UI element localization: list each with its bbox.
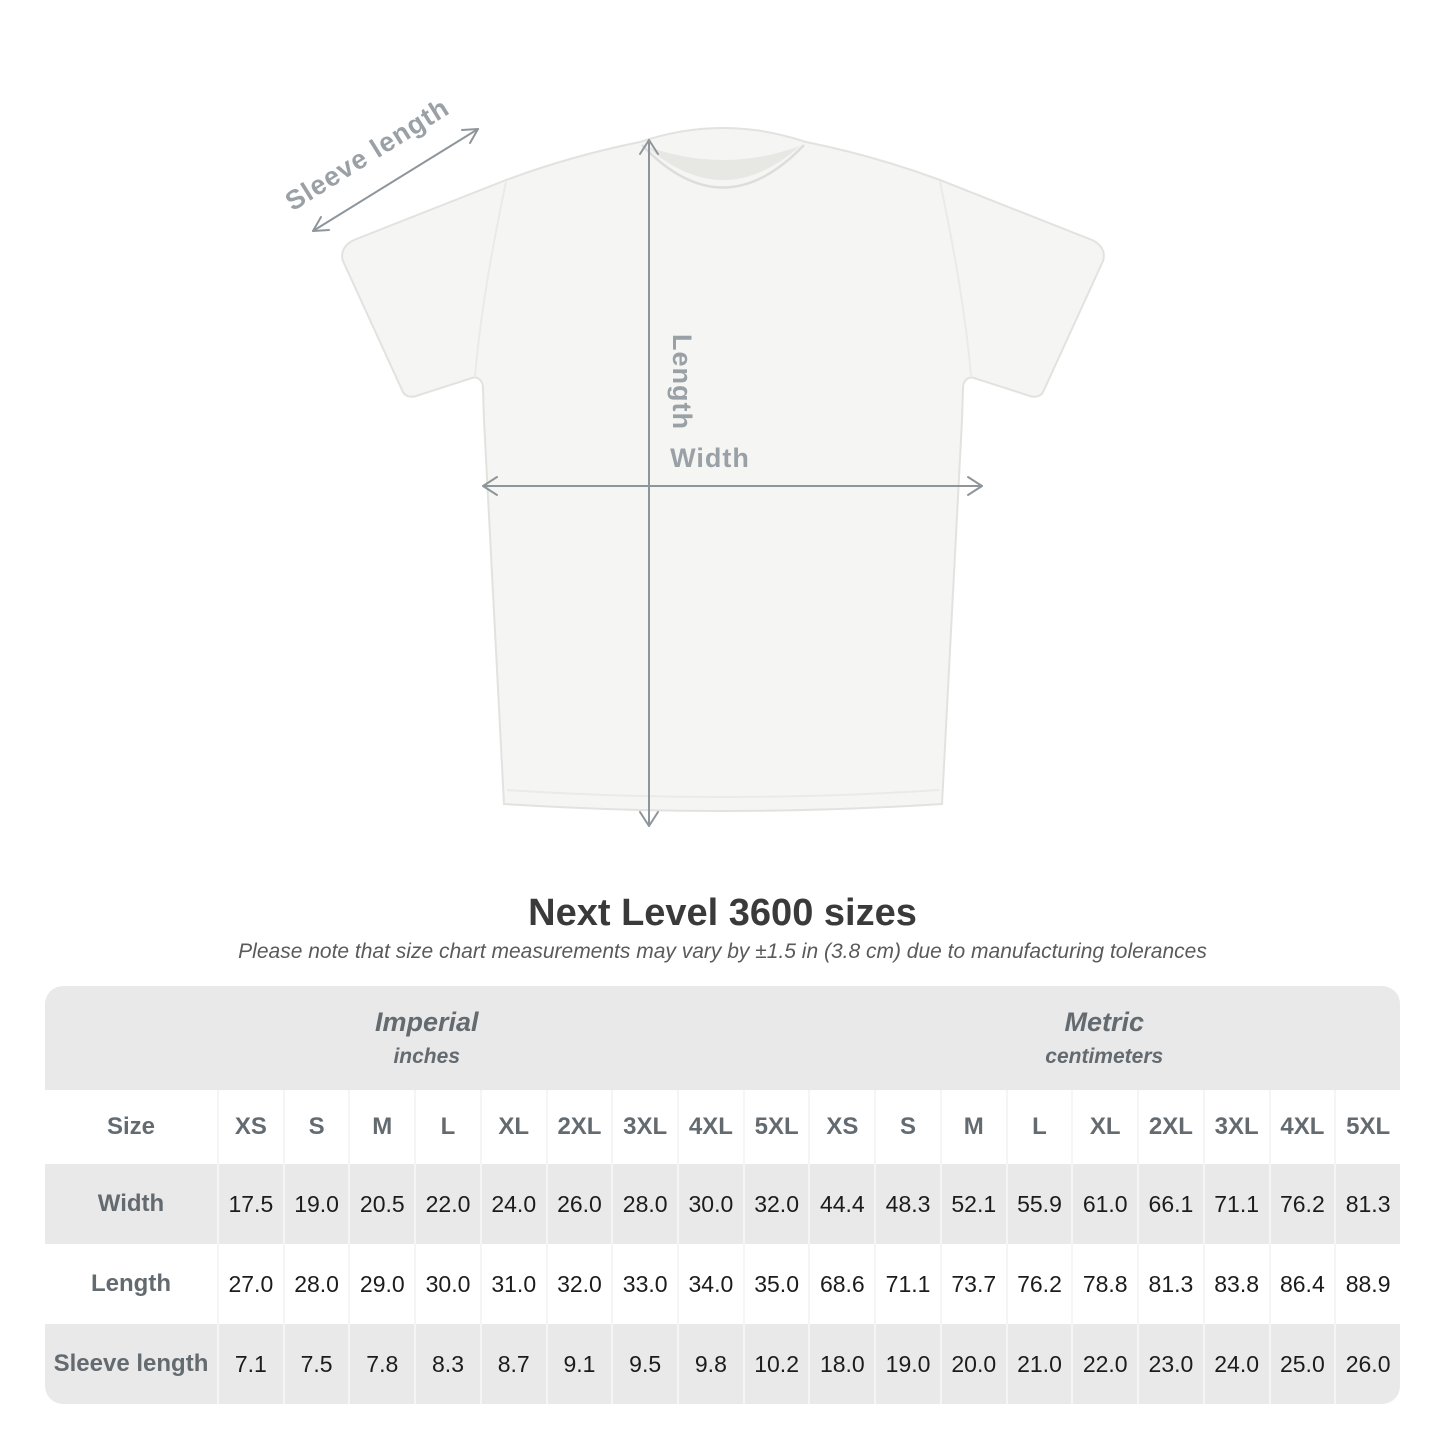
measurement-value-cell: 18.0 — [808, 1324, 874, 1404]
measurement-value-cell: 28.0 — [611, 1164, 677, 1244]
measurement-value-cell: 24.0 — [1203, 1324, 1269, 1404]
tolerance-note: Please note that size chart measurements may vary by ±1.5 in (3.8 cm) due to manufacturing tolerances — [238, 940, 1207, 963]
measurement-value-cell: 52.1 — [940, 1164, 1006, 1244]
size-column-header: S — [283, 1090, 349, 1164]
measurement-value-cell: 32.0 — [743, 1164, 809, 1244]
size-column-header: 2XL — [546, 1090, 612, 1164]
measurement-value-cell: 19.0 — [874, 1324, 940, 1404]
measurement-row — [45, 1324, 1400, 1404]
size-header-row — [45, 1090, 1400, 1164]
size-column-header: 4XL — [1269, 1090, 1335, 1164]
size-column-title: Size — [45, 1090, 217, 1164]
measurement-value-cell: 28.0 — [283, 1244, 349, 1324]
width-label: Width — [670, 443, 750, 473]
size-column-header: XL — [480, 1090, 546, 1164]
measurement-value-cell: 7.5 — [283, 1324, 349, 1404]
measurement-row — [45, 1244, 1400, 1324]
measurement-value-cell: 66.1 — [1137, 1164, 1203, 1244]
size-column-header: L — [1006, 1090, 1072, 1164]
size-column-header: 3XL — [611, 1090, 677, 1164]
measurement-value-cell: 26.0 — [1334, 1324, 1400, 1404]
measurement-value-cell: 81.3 — [1137, 1244, 1203, 1324]
measurement-value-cell: 9.5 — [611, 1324, 677, 1404]
measurement-value-cell: 32.0 — [546, 1244, 612, 1324]
size-column-header: XL — [1071, 1090, 1137, 1164]
measurement-value-cell: 81.3 — [1334, 1164, 1400, 1244]
measurement-value-cell: 34.0 — [677, 1244, 743, 1324]
measurement-value-cell: 33.0 — [611, 1244, 677, 1324]
size-column-header: M — [940, 1090, 1006, 1164]
size-column-header: 2XL — [1137, 1090, 1203, 1164]
measurement-row-label: Length — [45, 1244, 217, 1324]
measurement-value-cell: 35.0 — [743, 1244, 809, 1324]
measurement-value-cell: 86.4 — [1269, 1244, 1335, 1324]
measurement-value-cell: 83.8 — [1203, 1244, 1269, 1324]
measurement-value-cell: 8.3 — [414, 1324, 480, 1404]
measurement-value-cell: 7.8 — [348, 1324, 414, 1404]
size-column-header: 4XL — [677, 1090, 743, 1164]
measurement-value-cell: 76.2 — [1006, 1244, 1072, 1324]
measurement-value-cell: 20.0 — [940, 1324, 1006, 1404]
size-column-header: 5XL — [1334, 1090, 1400, 1164]
metric-header-unit: centimeters — [1045, 1045, 1164, 1068]
measurement-row-label: Width — [45, 1164, 217, 1244]
metric-header — [808, 986, 1400, 1090]
measurement-value-cell: 26.0 — [546, 1164, 612, 1244]
measurement-row-label: Sleeve length — [45, 1324, 217, 1404]
measurement-value-cell: 61.0 — [1071, 1164, 1137, 1244]
measurement-value-cell: 9.8 — [677, 1324, 743, 1404]
measurement-value-cell: 19.0 — [283, 1164, 349, 1244]
measurement-value-cell: 29.0 — [348, 1244, 414, 1324]
measurement-value-cell: 23.0 — [1137, 1324, 1203, 1404]
size-column-header: 5XL — [743, 1090, 809, 1164]
measurement-value-cell: 9.1 — [546, 1324, 612, 1404]
metric-header-title: Metric — [1064, 1007, 1144, 1037]
measurement-value-cell: 68.6 — [808, 1244, 874, 1324]
page-title: Next Level 3600 sizes — [528, 892, 917, 934]
measurement-value-cell: 21.0 — [1006, 1324, 1072, 1404]
measurement-value-cell: 24.0 — [480, 1164, 546, 1244]
size-chart-table — [45, 986, 1400, 1404]
measurement-value-cell: 73.7 — [940, 1244, 1006, 1324]
measurement-value-cell: 22.0 — [414, 1164, 480, 1244]
size-column-header: XS — [808, 1090, 874, 1164]
measurement-value-cell: 10.2 — [743, 1324, 809, 1404]
measurement-value-cell: 88.9 — [1334, 1244, 1400, 1324]
imperial-header-unit: inches — [393, 1045, 460, 1068]
measurement-value-cell: 71.1 — [1203, 1164, 1269, 1244]
measurement-value-cell: 55.9 — [1006, 1164, 1072, 1244]
measurement-value-cell: 20.5 — [348, 1164, 414, 1244]
measurement-value-cell: 8.7 — [480, 1324, 546, 1404]
size-column-header: S — [874, 1090, 940, 1164]
sleeve-length-label: Sleeve length — [279, 92, 455, 217]
imperial-header — [45, 986, 808, 1090]
measurement-value-cell: 78.8 — [1071, 1244, 1137, 1324]
measurement-value-cell: 17.5 — [217, 1164, 283, 1244]
measurement-value-cell: 48.3 — [874, 1164, 940, 1244]
measurement-row — [45, 1164, 1400, 1244]
measurement-value-cell: 27.0 — [217, 1244, 283, 1324]
measurement-value-cell: 71.1 — [874, 1244, 940, 1324]
size-column-header: M — [348, 1090, 414, 1164]
measurement-value-cell: 31.0 — [480, 1244, 546, 1324]
size-column-header: XS — [217, 1090, 283, 1164]
measurement-value-cell: 30.0 — [414, 1244, 480, 1324]
measurement-value-cell: 76.2 — [1269, 1164, 1335, 1244]
size-column-header: 3XL — [1203, 1090, 1269, 1164]
measurement-value-cell: 25.0 — [1269, 1324, 1335, 1404]
measurement-value-cell: 22.0 — [1071, 1324, 1137, 1404]
imperial-header-title: Imperial — [374, 1007, 479, 1037]
size-table-body — [45, 1164, 1400, 1404]
unit-header-row — [45, 986, 1400, 1090]
measurement-value-cell: 30.0 — [677, 1164, 743, 1244]
size-column-header: L — [414, 1090, 480, 1164]
length-label: Length — [667, 334, 697, 430]
measurement-value-cell: 7.1 — [217, 1324, 283, 1404]
measurement-value-cell: 44.4 — [808, 1164, 874, 1244]
